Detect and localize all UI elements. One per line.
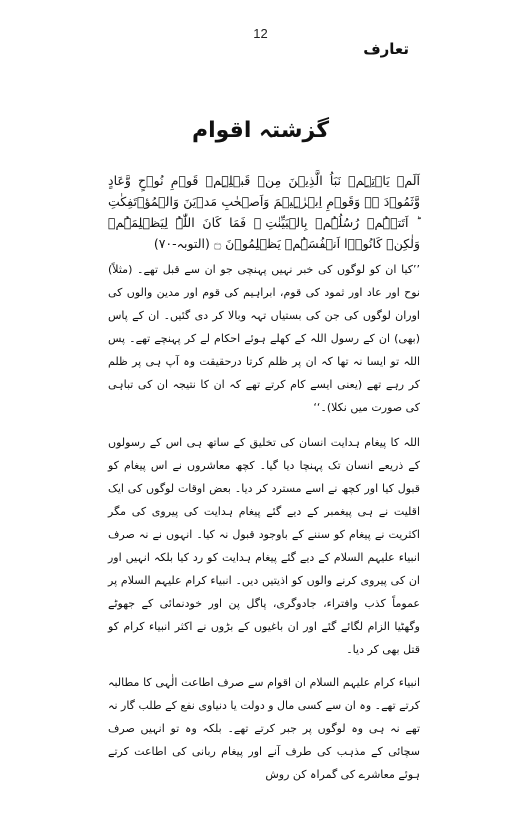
chapter-title: گزشتہ اقوام [191, 118, 330, 143]
page-number: 12 [253, 26, 268, 41]
section-label: تعارف [363, 40, 409, 58]
quran-verse: اَلَمۡ یَاۡتِہِمۡ نَبَاُ الَّذِیۡنَ مِنۡ قَبۡلِہِمۡ قَوۡمِ نُوۡحٍ وَّعَادٍ وَّثَمُوۡدَ ۬ۙ وَقَوۡمِ اِبۡرٰہِیۡمَ وَاَصۡحٰبِ مَدۡیَنَ وَالۡمُؤۡتَفِکٰتِ ؕ اَتَتۡہُمۡ رُسُلُہُمۡ بِالۡبَیِّنٰتِ ۚ فَمَا کَانَ اللّٰہُ لِیَظۡلِمَہُمۡ وَلٰکِنۡ کَانُوۡۤا اَنۡفُسَہُمۡ یَظۡلِمُوۡنَ ۝ (التوبہ-٧٠) [108, 173, 420, 251]
body-paragraph-2: انبیاء کرام علیہم السلام ان اقوام سے صرف اطاعت الٰہی کا مطالبہ کرتے تھے۔ وہ ان سے کسی مال و دولت یا دنیاوی نفع کے طلب گار نہ تھے نہ ہی وہ لوگوں پر جبر کرتے تھے۔ بلکہ وہ تو انہیں صرف سچائی کے مذہب کی طرف آنے اور پیغام ربانی کی اطاعت کرتے ہوئے معاشرے کی گمراہ کن روش [108, 676, 420, 781]
page-body [108, 170, 420, 796]
body-paragraph-1: اللہ کا پیغام ہدایت انسان کی تخلیق کے ساتھ ہی اس کے رسولوں کے ذریعے انسان تک پہنچا دیا گیا۔ کچھ معاشروں نے اس پیغام کو قبول کیا اور کچھ نے اسے مسترد کر دیا۔ بعض اوقات لوگوں کی ایک اقلیت نے ہی پیغمبر کے دیے گئے پیغام ہدایت کی پیروی کی مگر اکثریت نے پیغام کو سننے کے باوجود قبول نہ کیا۔ انہوں نے نہ صرف انبیاء علیہم السلام کے دیے گئے پیغام ہدایت کو رد کیا بلکہ انہیں اور ان کی پیروی کرنے والوں کو اذیتیں دیں۔ انبیاء کرام علیہم السلام پر عموماً کذب وافتراء، جادوگری، پاگل پن اور خودنمائی کے جھوٹے وگھٹیا الزام لگائے گئے اور ان باغیوں کے بڑوں نے اکثر انبیاء کرام کو قتل بھی کر دیا۔ [108, 436, 420, 656]
verse-translation: ’’کیا ان کو لوگوں کی خبر نہیں پہنچی جو ان سے قبل تھے۔ (مثلاً) نوح اور عاد اور ثمود کی قوم، ابراہیم کی قوم اور مدین والوں کی اوران لوگوں کی جن کی بستیاں تہہ وبالا کر دی گئیں۔ ان کے پاس (بھی) ان کے رسول اللہ کے کھلے ہوئے احکام لے کر پہنچے تھے۔ پس اللہ تو ایسا نہ تھا کہ ان پر ظلم کرتا درحقیقت وہ آپ ہی پر ظلم کر رہے تھے (یعنی ایسے کام کرتے تھے کہ ان کا نتیجہ ان کی تباہی کی صورت میں نکلا)۔‘‘ [108, 263, 420, 414]
